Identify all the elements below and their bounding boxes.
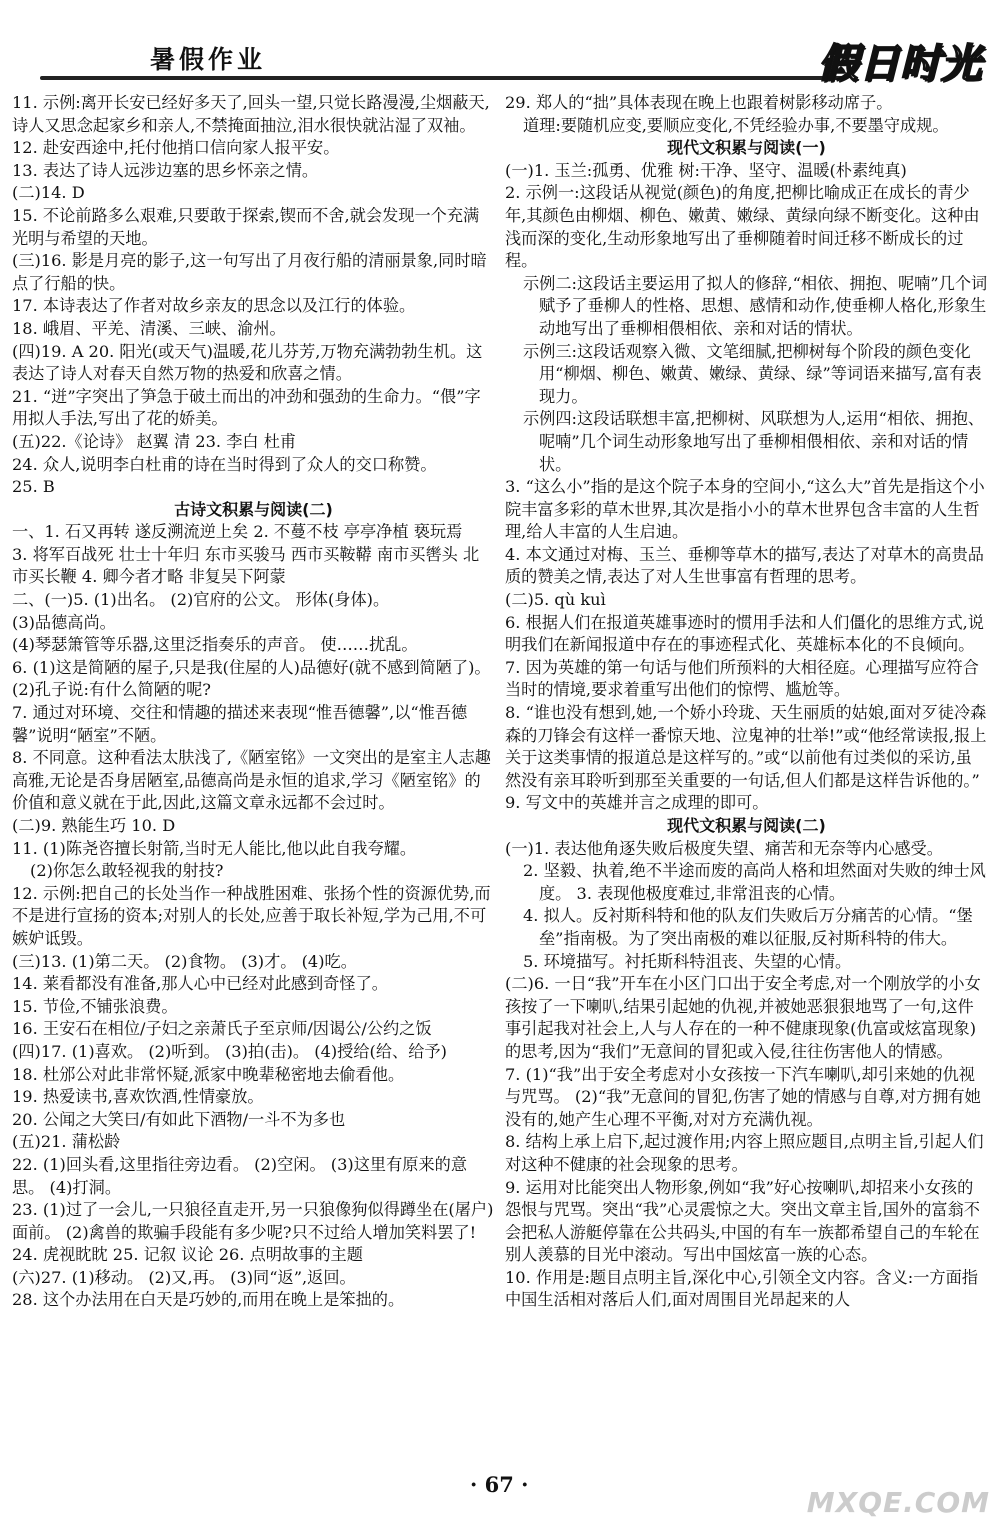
answer-line: 21. “迸”字突出了笋急于破土而出的冲劲和强劲的生命力。“偎”字用拟人手法,写出了花的娇美。 bbox=[12, 386, 481, 429]
answer-line: 18. 峨眉、平羌、清溪、三峡、渝州。 bbox=[12, 318, 286, 338]
answer-line: 10. 作用是:题目点明主旨,深化中心,引领全文内容。含义:一方面指中国生活相对落后人们,面对周围目光昂起来的人 bbox=[505, 1267, 978, 1310]
answer-line: 25. B bbox=[12, 477, 55, 497]
section-title: 古诗文积累与阅读(二) bbox=[174, 499, 333, 519]
left-column bbox=[12, 92, 495, 1312]
answer-line: (四)19. A 20. 阳光(或天气)温暖,花儿芬芳,万物充满勃勃生机。这表达了诗人对春天自然万物的热爱和欣喜之情。 bbox=[12, 341, 483, 384]
answer-line: 14. 莱看都没有准备,那人心中已经对此感到奇怪了。 bbox=[12, 974, 388, 994]
answer-line: 24. 众人,说明李白杜甫的诗在当时得到了众人的交口称赞。 bbox=[12, 454, 437, 474]
answer-line: (二)6. 一日“我”开车在小区门口出于安全考虑,对一个刚放学的小女孩按了一下喇叭,结果引起她的仇视,并被她恶狠狠地骂了一句,这件事引起我对社会上,人与人存在的一种不健康现象(仇富或炫富现象)的思考,因为“我们”无意间的冒犯或入侵,往往伤害他人的情感。 bbox=[505, 974, 981, 1061]
answer-line: 11. 示例:离开长安已经好多天了,回头一望,只觉长路漫漫,尘烟蔽天,诗人又思念起家乡和亲人,不禁掩面抽泣,泪水很快就沾湿了双袖。 bbox=[12, 93, 490, 135]
answer-line: 2. 坚毅、执着,绝不半途而废的高尚人格和坦然面对失败的绅士风度。 3. 表现他极度难过,非常沮丧的心情。 bbox=[523, 861, 986, 903]
answer-line: 12. 示例:把自己的长处当作一种战胜困难、张扬个性的资源优势,而不是进行宣扬的资本;对别人的长处,应善于取长补短,学为己用,不可嫉妒诋毁。 bbox=[12, 883, 491, 948]
answer-line: (二)9. 熟能生巧 10. D bbox=[12, 816, 176, 835]
answer-line: 4. 拟人。反衬斯科特和他的队友们失败后万分痛苦的心情。“堡垒”指南极。为了突出南极的难以征服,反衬斯科特的伟大。 bbox=[523, 906, 973, 948]
answer-line: (二)14. D bbox=[12, 183, 85, 203]
watermark-logo: MXQE.COM bbox=[806, 1486, 990, 1519]
answer-line: (3)品德高尚。 bbox=[12, 612, 116, 632]
answer-line: 5. 环境描写。衬托斯科特沮丧、失望的心情。 bbox=[523, 951, 852, 971]
answer-line: 二、(一)5. (1)出名。 (2)官府的公文。 形体(身体)。 bbox=[12, 590, 390, 610]
page-number: · 67 · bbox=[470, 1472, 529, 1497]
answer-line: 22. (1)回头看,这里指往旁边看。 (2)空闲。 (3)这里有原来的意思。 (4)打洞。 bbox=[12, 1154, 468, 1197]
answer-line: 11. (1)陈尧咨擅长射箭,当时无人能比,他以此自我夸耀。 bbox=[12, 838, 417, 858]
answer-line: 15. 不论前路多么艰难,只要敢于探索,锲而不舍,就会发现一个充满光明与希望的天地。 bbox=[12, 205, 480, 248]
answer-line: 9. 运用对比能突出人物形象,例如“我”好心按喇叭,却招来小女孩的怨恨与咒骂。突出“我”心灵震惊之大。突出文章主旨,国外的富翁不会把私人游艇停靠在公共码头,中国的有车一族都希望自己的车轮在别人羡慕的目光中滚动。写出中国炫富一族的心态。 bbox=[505, 1177, 980, 1265]
answer-line: 一、1. 石又再转 遂反溯流逆上矣 2. 不蔓不枝 亭亭净植 亵玩焉 bbox=[12, 522, 463, 542]
answer-line: 6. (1)这是简陋的屋子,只是我(住屋的人)品德好(就不感到简陋了)。 (2)孔子说:有什么简陋的呢? bbox=[12, 657, 491, 700]
answer-line: (四)17. (1)喜欢。 (2)听到。 (3)拍(击)。 (4)授给(给、给予) bbox=[12, 1041, 447, 1061]
answer-line: 7. (1)“我”出于安全考虑对小女孩按一下汽车喇叭,却引来她的仇视与咒骂。 (2)“我”无意间的冒犯,伤害了她的情感与自尊,对方拥有她没有的,她产生心理不平衡,对对方充满仇视。 bbox=[505, 1064, 981, 1129]
answer-line: 示例二:这段话主要运用了拟人的修辞,“相依、拥抱、呢喃”几个词赋予了垂柳人的性格、思想、感情和动作,使垂柳人格化,形象生动地写出了垂柳相偎相依、亲和对话的情状。 bbox=[523, 273, 988, 338]
answer-line: 24. 虎视眈眈 25. 记叙 议论 26. 点明故事的主题 bbox=[12, 1245, 363, 1265]
answer-line: 3. 将军百战死 壮士十年归 东市买骏马 西市买鞍鞯 南市买辔头 北市买长鞭 4. 卿今者才略 非复吴下阿蒙 bbox=[12, 544, 480, 587]
right-column bbox=[505, 92, 988, 1312]
answer-line: 13. 表达了诗人远涉边塞的思乡怀亲之情。 bbox=[12, 160, 319, 180]
answer-line: 7. 因为英雄的第一句话与他们所预料的大相径庭。心理描写应符合当时的情境,要求着重写出他们的惊愕、尴尬等。 bbox=[505, 657, 979, 700]
answer-line: 8. 结构上承上启下,起过渡作用;内容上照应题目,点明主旨,引起人们对这种不健康的社会现象的思考。 bbox=[505, 1132, 984, 1174]
answer-line: 18. 杜邠公对此非常怀疑,派家中晚辈秘密地去偷看他。 bbox=[12, 1064, 405, 1084]
answer-line: (五)21. 蒲松龄 bbox=[12, 1132, 121, 1152]
answer-line: (2)你怎么敢轻视我的射技? bbox=[30, 861, 224, 881]
answer-line: 12. 赴安西途中,托付他捎口信向家人报平安。 bbox=[12, 138, 340, 158]
section-title: 现代文积累与阅读(二) bbox=[667, 816, 826, 835]
answer-line: 15. 节俭,不铺张浪费。 bbox=[12, 996, 178, 1016]
answer-line: 9. 写文中的英雄并言之成理的即可。 bbox=[505, 793, 769, 813]
page-header bbox=[0, 0, 1000, 88]
answer-line: 7. 通过对环境、交往和情趣的描述来表现“惟吾德馨”,以“惟吾德馨”说明“陋室”不陋。 bbox=[12, 703, 468, 745]
answer-line: 4. 本文通过对梅、玉兰、垂柳等草木的描写,表达了对草木的高贵品质的赞美之情,表达了对人生世事富有哲理的思考。 bbox=[505, 544, 984, 587]
answer-line: 示例四:这段话联想丰富,把柳树、风联想为人,运用“相依、拥抱、呢喃”几个词生动形象地写出了垂柳相偎相依、亲和对话的情状。 bbox=[523, 409, 985, 474]
answer-line: 示例三:这段话观察入微、文笔细腻,把柳树每个阶段的颜色变化用“柳烟、柳色、嫩黄、嫩绿、黄绿、绿”等词语来描写,富有表现力。 bbox=[523, 341, 982, 406]
header-left-title: 暑假作业 bbox=[150, 45, 267, 74]
answer-line: 23. (1)过了一会儿,一只狼径直走开,另一只狼像狗似得蹲坐在(屠户)面前。 (2)禽兽的欺骗手段能有多少呢?只不过给人增加笑料罢了! bbox=[12, 1200, 494, 1242]
answer-line: (一)1. 玉兰:孤勇、优雅 树:干净、坚守、温暖(朴素纯真) bbox=[505, 160, 907, 180]
answer-line: 8. “谁也没有想到,她,一个娇小玲珑、天生丽质的姑娘,面对歹徒冷森森的刀锋会有这样一番惊天地、泣鬼神的壮举!”或“他经常读报,报上关于这类事情的报道总是这样写的。”或“以前他有过类似的采访,虽然没有亲耳聆听到那至关重要的一句话,但人们都是这样告诉他的。” bbox=[505, 703, 987, 790]
answer-line: 29. 郑人的“拙”具体表现在晚上也跟着树影移动席子。 bbox=[505, 93, 893, 112]
answer-line: (一)1. 表达他角逐失败后极度失望、痛苦和无奈等内心感受。 bbox=[505, 838, 943, 858]
answer-line: (六)27. (1)移动。 (2)又,再。 (3)同“返”,返回。 bbox=[12, 1267, 356, 1287]
header-rule bbox=[40, 76, 845, 80]
answer-line: (三)16. 影是月亮的影子,这一句写出了月夜行船的清丽景象,同时暗点了行船的快。 bbox=[12, 251, 487, 293]
answer-line: (二)5. qù kuì bbox=[505, 590, 606, 610]
answer-line: 道理:要随机应变,要顺应变化,不凭经验办事,不要墨守成规。 bbox=[523, 115, 949, 135]
answer-line: 20. 公闻之大笑曰/有如此下酒物/一斗不为多也 bbox=[12, 1109, 346, 1129]
section-title: 现代文积累与阅读(一) bbox=[667, 138, 826, 158]
answer-line: 3. “这么小”指的是这个院子本身的空间小,“这么大”首先是指这个小院丰富多彩的草木世界,其次是指小小的草木世界包含丰富的人生哲理,给人丰富的人生启迪。 bbox=[505, 477, 985, 542]
answer-line: 17. 本诗表达了作者对故乡亲友的思念以及江行的体验。 bbox=[12, 296, 416, 316]
answer-line: (4)琴瑟箫管等乐器,这里泛指奏乐的声音。 使……扰乱。 bbox=[12, 635, 418, 655]
answer-line: 8. 不同意。这种看法太肤浅了,《陋室铭》一文突出的是室主人志趣高雅,无论是否身居陋室,品德高尚是永恒的追求,学习《陋室铭》的价值和意义就在于此,因此,这篇文章永远都不会过时。 bbox=[12, 748, 491, 813]
answer-line: 2. 示例一:这段话从视觉(颜色)的角度,把柳比喻成正在成长的青少年,其颜色由柳烟、柳色、嫩黄、嫩绿、黄绿向绿不断变化。这种由浅而深的变化,生动形象地写出了垂柳随着时间迁移不断成长的过程。 bbox=[505, 183, 980, 271]
answer-line: 19. 热爱读书,喜欢饮酒,性情豪放。 bbox=[12, 1087, 264, 1107]
answer-line: 6. 根据人们在报道英雄事迹时的惯用手法和人们僵化的思维方式,说明我们在新闻报道中存在的事迹程式化、英雄标本化的不良倾向。 bbox=[505, 612, 984, 655]
answer-line: (五)22.《论诗》 赵翼 清 23. 李白 杜甫 bbox=[12, 431, 297, 451]
answer-line: 28. 这个办法用在白天是巧妙的,而用在晚上是笨拙的。 bbox=[12, 1290, 405, 1310]
brand-logo: 假日时光 bbox=[818, 41, 982, 87]
answer-line: 16. 王安石在相位/子妇之亲萧氏子至京师/因谒公/公约之饭 bbox=[12, 1019, 432, 1039]
answer-line: (三)13. (1)第二天。 (2)食物。 (3)才。 (4)吃。 bbox=[12, 951, 357, 971]
